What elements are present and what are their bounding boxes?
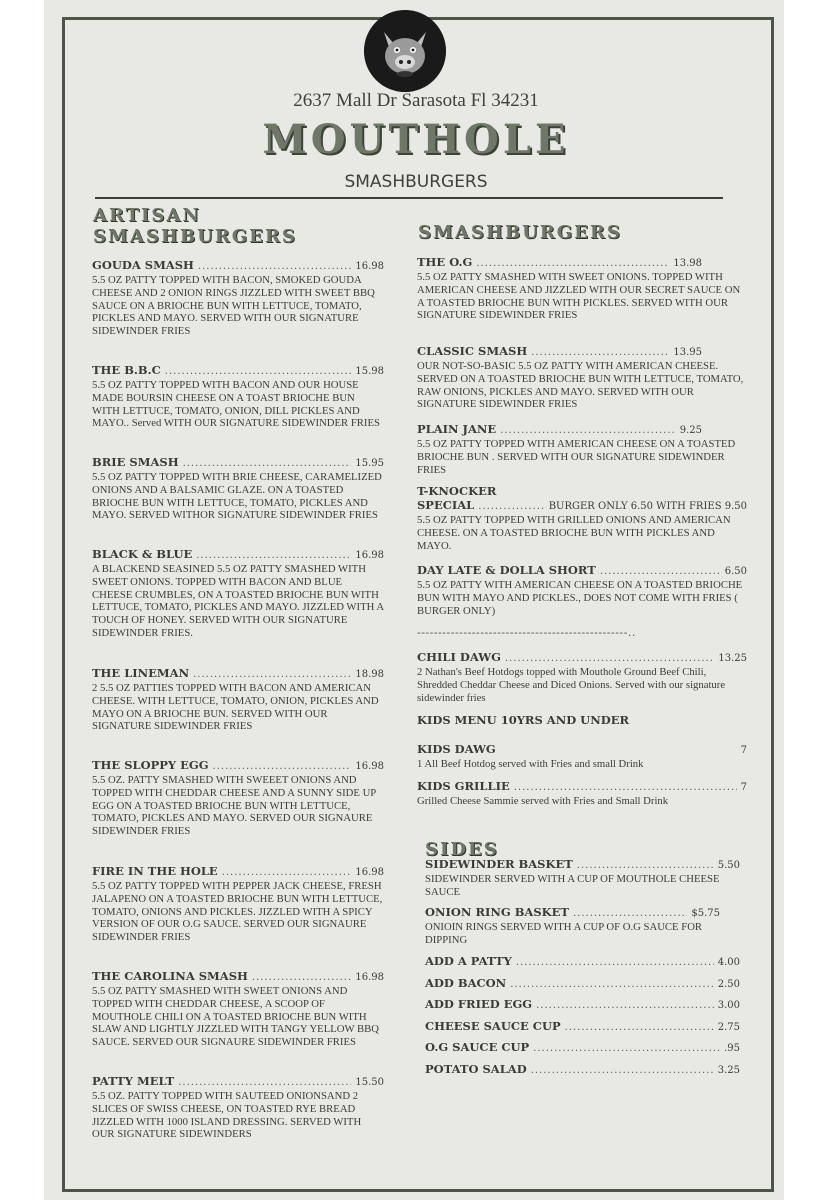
item-price: 9.25 bbox=[679, 425, 702, 436]
item-name: ADD FRIED EGG bbox=[425, 997, 533, 1011]
item-name: FIRE IN THE HOLE bbox=[92, 864, 218, 878]
item-price: 6.50 bbox=[724, 566, 747, 577]
item-description: 5.5 OZ PATTY TOPPED WITH BACON, SMOKED GOUDA CHEESE AND 2 ONION RINGS JIZZLED WITH SWEET BBQ SAUCE ON A BRIOCHE BUN WITH LETTUCE, TOMATO, PICKLES AND MAYO. SERVED WITH OUR SIGNATURE SIDEWINDER FRIES bbox=[92, 274, 375, 338]
menu-item bbox=[92, 455, 384, 522]
item-name: THE SLOPPY EGG bbox=[92, 758, 209, 772]
item-name: ONION RING BASKET bbox=[425, 905, 569, 919]
menu-item bbox=[417, 255, 741, 322]
item-price: 16.98 bbox=[355, 261, 384, 272]
item-price: 16.98 bbox=[355, 761, 384, 772]
item-price: BURGER ONLY 6.50 WITH FRIES 9.50 bbox=[548, 501, 747, 512]
item-name: SPECIAL bbox=[417, 498, 475, 512]
item-description: 5.5 OZ PATTY WITH AMERICAN CHEESE ON A TOASTED BRIOCHE BUN WITH MAYO AND PICKLES., DOES NOT COME WITH FRIES ( BURGER ONLY) bbox=[417, 579, 743, 617]
menu-item bbox=[92, 758, 384, 838]
item-description: Grilled Cheese Sammie served with Fries and Small Drink bbox=[417, 795, 669, 807]
restaurant-title: MOUTHOLE bbox=[262, 116, 570, 163]
item-name: POTATO SALAD bbox=[425, 1062, 527, 1076]
item-price: 15.50 bbox=[355, 1077, 384, 1088]
item-description: 2 Nathan's Beef Hotdogs topped with Mouthole Ground Beef Chili, Shredded Cheddar Cheese and Diced Onions. Served with our signature sidewinder fries bbox=[417, 666, 726, 704]
menu-item bbox=[425, 997, 740, 1013]
item-price: 16.98 bbox=[355, 972, 384, 983]
kids-menu-title: KIDS MENU 10YRS AND UNDER bbox=[417, 713, 630, 727]
item-description: SIDEWINDER SERVED WITH A CUP OF MOUTHOLE CHEESE SAUCE bbox=[425, 873, 720, 898]
item-description: 5.5 OZ PATTY TOPPED WITH BACON AND OUR HOUSE MADE BOURSIN CHEESE ON A TOAST BRIOCHE BUN WITH LETTUCE, TOMATO, ONION, DILL PICKLES AND MAYO.. Served WITH OUR SIGNATURE SIDEWINDER FRIES bbox=[92, 379, 380, 430]
menu-item bbox=[417, 344, 744, 411]
item-price: 5.50 bbox=[717, 860, 740, 871]
menu-item bbox=[425, 954, 740, 970]
item-price: 13.98 bbox=[673, 258, 702, 269]
item-description: 1 All Beef Hotdog served with Fries and small Drink bbox=[417, 758, 644, 770]
menu-item bbox=[92, 363, 384, 430]
menu-item bbox=[92, 547, 384, 640]
item-name: BLACK & BLUE bbox=[92, 547, 193, 561]
item-name: SIDEWINDER BASKET bbox=[425, 857, 573, 871]
item-description: 5.5 OZ. PATTY TOPPED WITH SAUTEED ONIONSAND 2 SLICES OF SWISS CHEESE, ON TOASTED RYE BREAD JIZZLED WITH 1000 ISLAND DRESSING. SERVED WITH OUR SIGNATURE SIDEWINDERS bbox=[92, 1090, 362, 1141]
item-name: KIDS DAWG bbox=[417, 742, 496, 756]
menu-item bbox=[425, 1062, 740, 1078]
item-description: 5.5 OZ PATTY TOPPED WITH PEPPER JACK CHEESE, FRESH JALAPENO ON A TOASTED BRIOCHE BUN WITH LETTUCE, TOMATO, ONIONS AND PICKLES. JIZZLED WITH A SPICY VERSION OF OUR O.G SAUCE. SERVED OUR SIGNAURE SIDEWINDER FRIES bbox=[92, 880, 383, 944]
item-description: OUR NOT-SO-BASIC 5.5 OZ PATTY WITH AMERICAN CHEESE. SERVED ON A TOASTED BRIOCHE BUN WITH LETTUCE, TOMATO, RAW ONIONS, PICKLES AND MAYO. SERVED WITH OUR SIGNATURE SIDEWINDER FRIES bbox=[417, 360, 744, 411]
header-divider bbox=[95, 197, 723, 199]
menu-item bbox=[92, 864, 384, 944]
item-name: ADD A PATTY bbox=[425, 954, 512, 968]
menu-item bbox=[425, 857, 740, 899]
section-title-smashburgers: SMASHBURGERS bbox=[418, 222, 622, 243]
menu-item bbox=[417, 779, 747, 808]
item-description: 5.5 OZ PATTY TOPPED WITH AMERICAN CHEESE ON A TOASTED BRIOCHE BUN . SERVED WITH OUR SIGNATURE SIDEWINDER FRIES bbox=[417, 438, 736, 476]
item-price: 3.25 bbox=[717, 1065, 740, 1076]
menu-item bbox=[417, 742, 747, 771]
item-name: THE LINEMAN bbox=[92, 666, 190, 680]
item-price: 13.25 bbox=[718, 653, 747, 664]
menu-item bbox=[92, 666, 384, 733]
menu-item bbox=[92, 969, 384, 1049]
item-description: 5.5 OZ PATTY SMASHED WITH SWEET ONIONS AND TOPPED WITH CHEDDAR CHEESE, A SCOOP OF MOUTHOLE CHILI ON A TOASTED BRIOCHE BUN WITH SLAW AND LIGHTLY JIZZLED WITH TANGY YELLOW BBQ SAUCE. SERVED OUR SIGNAURE SIDEWINDER FRIES bbox=[92, 985, 380, 1049]
item-name: CLASSIC SMASH bbox=[417, 344, 528, 358]
item-price: .95 bbox=[724, 1043, 740, 1054]
item-name: PLAIN JANE bbox=[417, 422, 497, 436]
item-description: 5.5 OZ PATTY SMASHED WITH SWEET ONIONS. TOPPED WITH AMERICAN CHEESE AND JIZZLED WITH OUR SECRET SAUCE ON A TOASTED BRIOCHE BUN WITH PICKLES. SERVED WITH OUR SIGNATURE SIDEWINDER FRIES bbox=[417, 271, 741, 322]
menu-item bbox=[92, 1074, 384, 1141]
menu-item bbox=[92, 258, 384, 338]
item-name: O.G SAUCE CUP bbox=[425, 1040, 530, 1054]
item-description: 2 5.5 OZ PATTIES TOPPED WITH BACON AND AMERICAN CHEESE. WITH LETTUCE, TOMATO, ONION, PICKLES AND MAYO ON A BRIOCHE BUN. SERVED WITH OUR SIGNATURE SIDEWINDER FRIES bbox=[92, 682, 379, 733]
item-name: BRIE SMASH bbox=[92, 455, 179, 469]
section-divider: --------------------------------------------------.. bbox=[417, 626, 636, 639]
item-name: PATTY MELT bbox=[92, 1074, 175, 1088]
item-name: THE O.G bbox=[417, 255, 473, 269]
item-name: THE B.B.C bbox=[92, 363, 161, 377]
menu-item bbox=[417, 422, 736, 476]
item-price: $5.75 bbox=[691, 908, 720, 919]
item-price: 7 bbox=[740, 745, 747, 756]
menu-item bbox=[417, 563, 747, 617]
menu-item bbox=[425, 1019, 740, 1035]
item-name: THE CAROLINA SMASH bbox=[92, 969, 248, 983]
restaurant-subtitle: SMASHBURGERS bbox=[344, 172, 488, 192]
item-name: CHILI DAWG bbox=[417, 650, 501, 664]
item-description: 5.5 OZ PATTY TOPPED WITH BRIE CHEESE, CARAMELIZED ONIONS AND A BALSAMIC GLAZE. ON A TOASTED BRIOCHE BUN WITH LETTUCE, TOMATO, PICKLES AND MAYO. SERVED WITHOR SIGNATURE SIDEWINDER FRIES bbox=[92, 471, 382, 522]
item-name: KIDS GRILLIE bbox=[417, 779, 510, 793]
item-price: 2.50 bbox=[717, 979, 740, 990]
menu-item bbox=[417, 650, 747, 704]
section-title-sides: SIDES bbox=[425, 839, 499, 860]
pig-logo-icon bbox=[364, 10, 446, 92]
menu-item bbox=[417, 484, 747, 552]
item-price: 18.98 bbox=[355, 669, 384, 680]
item-price: 3.00 bbox=[717, 1000, 740, 1011]
item-name: CHEESE SAUCE CUP bbox=[425, 1019, 561, 1033]
item-description: 5.5 OZ PATTY TOPPED WITH GRILLED ONIONS AND AMERICAN CHEESE. ON A TOASTED BRIOCHE BUN WITH PICKLES AND MAYO. bbox=[417, 514, 731, 552]
item-description: ONIOIN RINGS SERVED WITH A CUP OF O.G SAUCE FOR DIPPING bbox=[425, 921, 703, 946]
item-name: DAY LATE & DOLLA SHORT bbox=[417, 563, 596, 577]
section-title-artisan: ARTISAN SMASHBURGERS bbox=[93, 205, 297, 247]
item-price: 15.98 bbox=[355, 366, 384, 377]
item-description: A BLACKEND SEASINED 5.5 OZ PATTY SMASHED WITH SWEET ONIONS. TOPPED WITH BACON AND BLUE CHEESE CRUMBLES, ON A TOASTED BRIOCHE BUN WITH LETTUCE, TOMATO, PICKLES AND MAYO. JIZZLED WITH A TOUCH OF HONEY. SERVED WITH OUR SIGNATURE SIDEWINDER FRIES. bbox=[92, 563, 384, 639]
menu-item bbox=[425, 976, 740, 992]
item-price: 15.95 bbox=[355, 458, 384, 469]
item-name: GOUDA SMASH bbox=[92, 258, 194, 272]
item-price: 16.98 bbox=[355, 550, 384, 561]
item-price: 4.00 bbox=[717, 957, 740, 968]
item-name-line1: T-KNOCKER bbox=[417, 484, 497, 498]
menu-item bbox=[425, 905, 720, 947]
item-price: 16.98 bbox=[355, 867, 384, 878]
item-name: ADD BACON bbox=[425, 976, 507, 990]
restaurant-address: 2637 Mall Dr Sarasota Fl 34231 bbox=[293, 90, 539, 111]
item-price: 7 bbox=[740, 782, 747, 793]
item-price: 2.75 bbox=[717, 1022, 740, 1033]
item-description: 5.5 OZ. PATTY SMASHED WITH SWEEET ONIONS AND TOPPED WITH CHEDDAR CHEESE AND A SUNNY SIDE UP EGG ON A TOASTED BRIOCHE BUN WITH LETTUCE, TOMATO, PICKLES AND MAYO. SERVED OUR SIGNAURE SIDEWINDER FRIES bbox=[92, 774, 376, 838]
menu-item bbox=[425, 1040, 740, 1056]
item-price: 13.95 bbox=[673, 347, 702, 358]
